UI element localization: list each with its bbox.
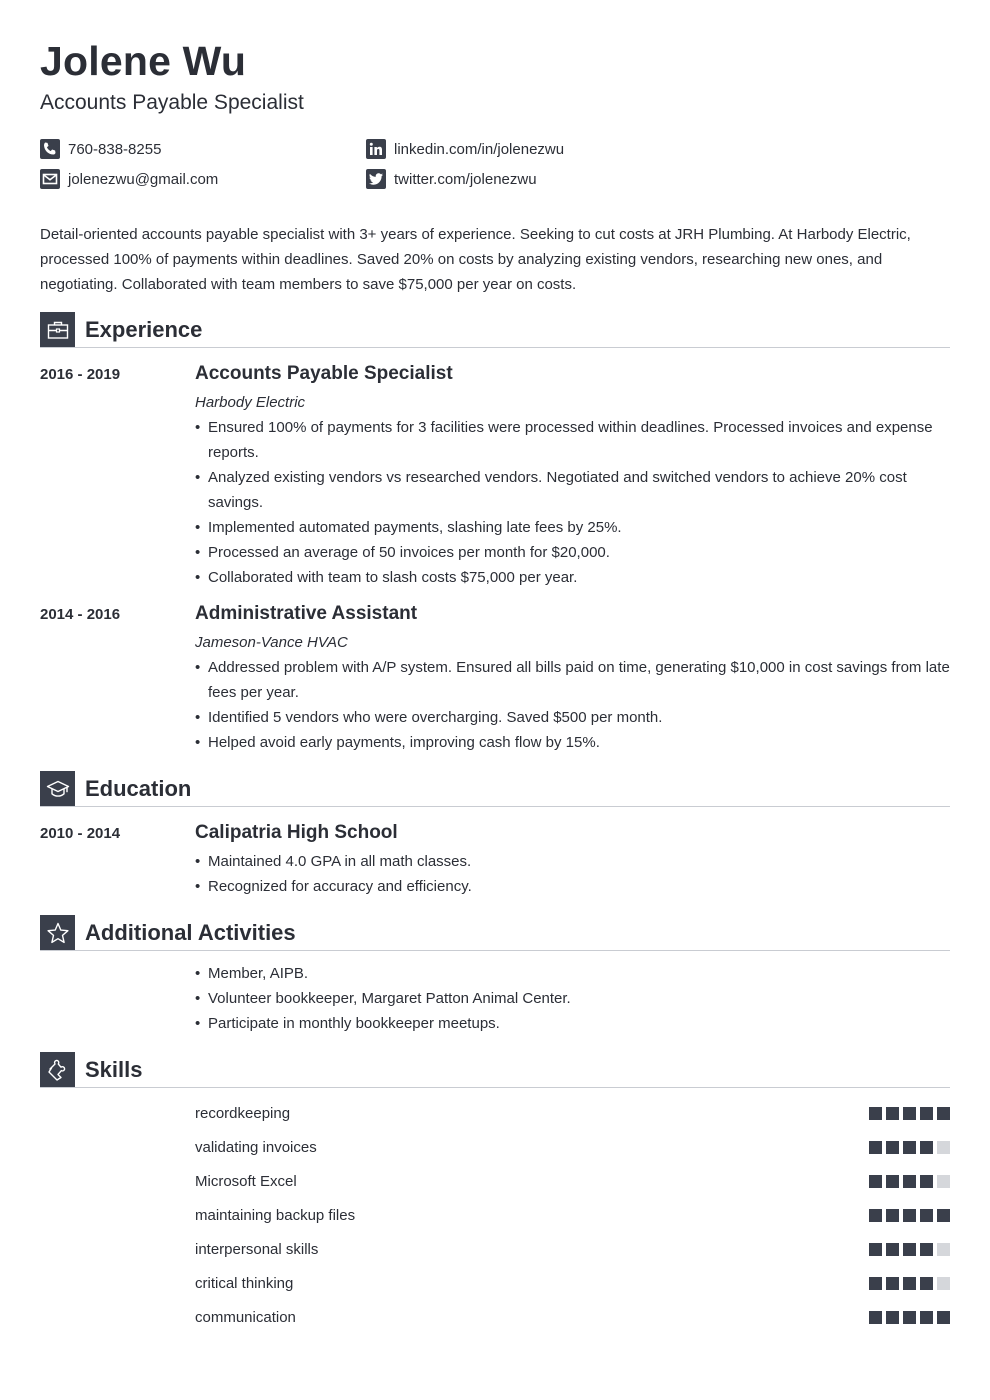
job-bullet: • Implemented automated payments, slashing late fees by 25%. [195,515,950,540]
activities-section-header [40,915,950,951]
skill-row [195,1164,950,1198]
rating-square-filled [869,1175,882,1188]
skill-rating [869,1141,950,1154]
skill-row [195,1130,950,1164]
job-bullet: • Identified 5 vendors who were overcharging. Saved $500 per month. [195,705,950,730]
skill-rating [869,1277,950,1290]
rating-square-filled [903,1141,916,1154]
twitter-icon [366,169,386,189]
star-icon [40,915,75,950]
skills-list [195,1096,950,1334]
skill-name: Microsoft Excel [195,1172,297,1190]
job-dates: 2014 - 2016 [40,606,121,623]
education-section-header [40,771,950,807]
experience-heading: Experience [85,317,203,342]
linkedin-icon [366,139,386,159]
job-bullet: • Helped avoid early payments, improving cash flow by 15%. [195,730,950,755]
job-bullet: • Addressed problem with A/P system. Ensured all bills paid on time, generating $10,000 in cost savings from late fees per year. [195,655,950,705]
rating-square-filled [903,1311,916,1324]
activity-item: • Participate in monthly bookkeeper meetups. [195,1011,950,1036]
skill-name: recordkeeping [195,1104,291,1122]
skill-row [195,1232,950,1266]
contact-email [40,169,218,189]
rating-square-filled [920,1175,933,1188]
job-bullet: • Processed an average of 50 invoices per month for $20,000. [195,540,950,565]
contact-twitter [366,169,537,189]
education-heading: Education [85,776,192,801]
puzzle-icon [40,1052,75,1087]
job-company: Jameson-Vance HVAC [195,634,348,651]
professional-summary: Detail-oriented accounts payable specialist with 3+ years of experience. Seeking to cut costs at JRH Plumbing. At Harbody Electric, processed 100% of payments within deadlines. Saved 20% on costs by analyzing existing vendors, researching new ones, and negotiating. Collaborated with team members to save $75,000 per year on costs. [40,226,911,293]
rating-square-filled [886,1311,899,1324]
rating-square-empty [937,1277,950,1290]
skills-section-header [40,1052,950,1088]
activity-item: • Volunteer bookkeeper, Margaret Patton Animal Center. [195,986,950,1011]
linkedin-text[interactable]: linkedin.com/in/jolenezwu [394,140,565,158]
rating-square-filled [886,1141,899,1154]
skill-name: critical thinking [195,1274,294,1292]
rating-square-filled [869,1107,882,1120]
school-name: Calipatria High School [195,822,398,843]
contact-phone [40,139,161,159]
rating-square-filled [920,1209,933,1222]
rating-square-filled [903,1175,916,1188]
graduation-cap-icon [40,771,75,806]
email-icon [40,169,60,189]
rating-square-filled [903,1209,916,1222]
phone-icon [40,139,60,159]
rating-square-filled [869,1277,882,1290]
skill-name: validating invoices [195,1138,317,1156]
phone-text[interactable]: 760-838-8255 [68,140,162,158]
education-bullets [195,849,950,899]
rating-square-filled [886,1209,899,1222]
skill-rating [869,1175,950,1188]
rating-square-filled [920,1277,933,1290]
rating-square-empty [937,1141,950,1154]
rating-square-filled [886,1243,899,1256]
candidate-name: Jolene Wu [40,38,247,84]
rating-square-filled [886,1175,899,1188]
activities-heading: Additional Activities [85,920,296,945]
skill-rating [869,1243,950,1256]
education-dates: 2010 - 2014 [40,825,121,842]
job-bullets [195,415,950,590]
skill-row [195,1198,950,1232]
rating-square-filled [869,1141,882,1154]
job-bullet: • Analyzed existing vendors vs researched vendors. Negotiated and switched vendors to achieve 20% cost savings. [195,465,950,515]
activity-item: • Member, AIPB. [195,961,950,986]
job-title: Administrative Assistant [195,603,418,624]
rating-square-filled [937,1311,950,1324]
rating-square-filled [920,1107,933,1120]
rating-square-empty [937,1175,950,1188]
activities-list [195,961,950,1036]
rating-square-filled [886,1277,899,1290]
education-bullet: • Maintained 4.0 GPA in all math classes. [195,849,950,874]
job-company: Harbody Electric [195,394,306,411]
rating-square-filled [869,1209,882,1222]
education-bullet: • Recognized for accuracy and efficiency. [195,874,950,899]
rating-square-filled [869,1243,882,1256]
email-text[interactable]: jolenezwu@gmail.com [68,170,219,188]
job-dates: 2016 - 2019 [40,366,121,383]
skill-name: communication [195,1308,296,1326]
job-bullet: • Ensured 100% of payments for 3 facilities were processed within deadlines. Processed invoices and expense reports. [195,415,950,465]
skill-row [195,1300,950,1334]
rating-square-empty [937,1243,950,1256]
skills-heading: Skills [85,1057,143,1082]
rating-square-filled [903,1243,916,1256]
skill-row [195,1266,950,1300]
rating-square-filled [920,1243,933,1256]
briefcase-icon [40,312,75,347]
skill-rating [869,1311,950,1324]
job-bullets [195,655,950,755]
job-bullet: • Collaborated with team to slash costs $75,000 per year. [195,565,950,590]
rating-square-filled [920,1311,933,1324]
rating-square-filled [886,1107,899,1120]
candidate-title: Accounts Payable Specialist [40,91,304,114]
skill-name: maintaining backup files [195,1206,356,1224]
rating-square-filled [937,1107,950,1120]
skill-name: interpersonal skills [195,1240,319,1258]
skill-row [195,1096,950,1130]
twitter-text[interactable]: twitter.com/jolenezwu [394,170,537,188]
experience-section-header [40,312,950,348]
job-title: Accounts Payable Specialist [195,363,453,384]
rating-square-filled [903,1277,916,1290]
skill-rating [869,1209,950,1222]
rating-square-filled [869,1311,882,1324]
rating-square-filled [920,1141,933,1154]
rating-square-filled [903,1107,916,1120]
contact-linkedin [366,139,564,159]
rating-square-filled [937,1209,950,1222]
skill-rating [869,1107,950,1120]
